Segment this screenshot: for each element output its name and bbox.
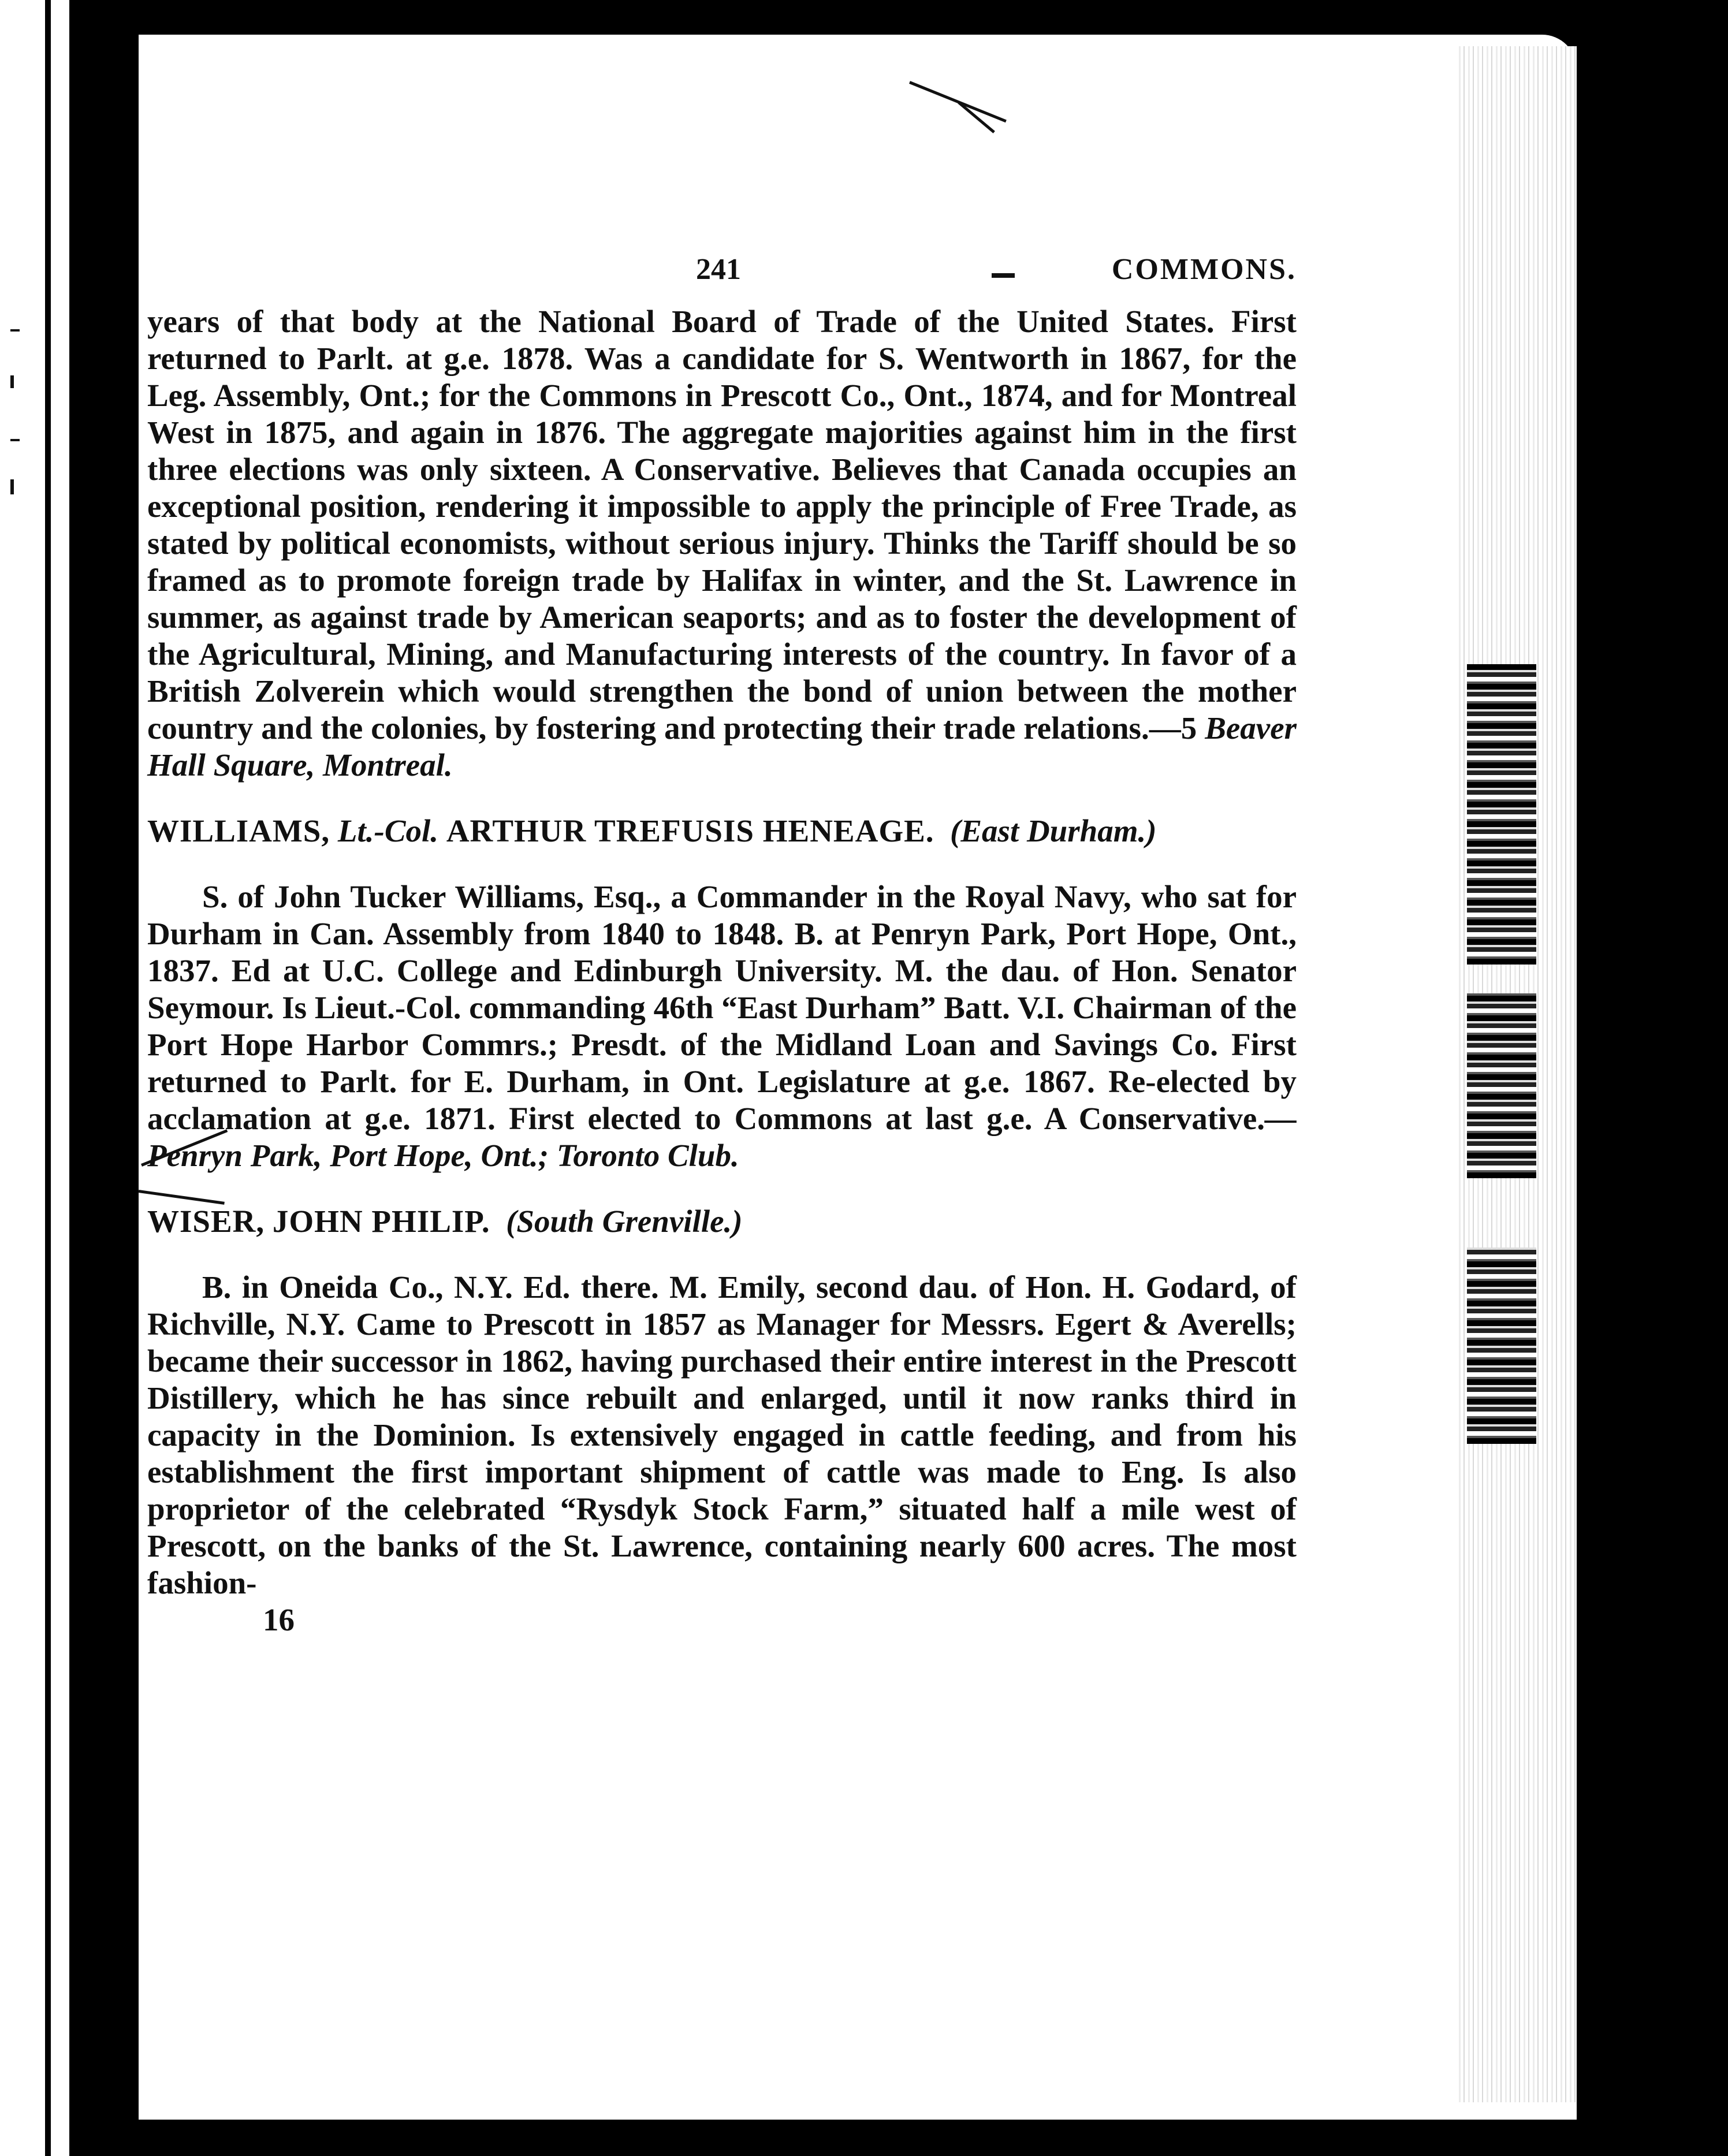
entry-constituency: (South Grenville.) [506, 1204, 743, 1239]
entry-surname: WILLIAMS, [147, 813, 330, 848]
continuation-address: Beaver Hall Square, Montreal. [147, 710, 1297, 783]
continuation-address-prefix: —5 [1149, 710, 1205, 746]
fore-edge-shadow [1467, 664, 1536, 965]
page-text [147, 251, 1297, 1639]
entry-surname: WISER, [147, 1204, 265, 1239]
margin-mark [10, 479, 14, 494]
entry-body: S. of John Tucker Williams, Esq., a Commander in the Royal Navy, who sat for Durham in Can. Assembly from 1840 to 1848. B. at Penryn Park, Port Hope, Ont., 1837. Ed at U.C. College and Edinburgh University. M. the dau. of Hon. Senator Seymour. Is Lieut.-Col. commanding 46th “East Durham” Batt. V.I. Chairman of the Port Hope Harbor Commrs.; Presdt. of the Midland Loan and Savings Co. First returned to Parlt. for E. Durham, in Ont. Legislature at g.e. 1867. Re-elected by acclamation at g.e. 1871. First elected to Commons at last g.e. A Conservative. [147, 879, 1297, 1136]
section-title: COMMONS. [1111, 253, 1297, 286]
binding-edge [45, 0, 51, 2156]
entry-heading-wiser [147, 1203, 1297, 1240]
entry-given-names: ARTHUR TREFUSIS HENEAGE. [446, 813, 934, 848]
left-margin-strip [0, 0, 69, 2156]
page-number: 241 [696, 253, 741, 286]
entry-constituency: (East Durham.) [950, 813, 1157, 848]
running-head-dash [992, 273, 1015, 278]
entry-given-names: JOHN PHILIP. [272, 1204, 490, 1239]
fore-edge-shadow [1467, 1248, 1536, 1444]
continuation-paragraph [147, 303, 1297, 784]
entry-body-wiser [147, 1269, 1297, 1602]
margin-mark [10, 329, 20, 332]
margin-mark [10, 375, 14, 388]
continuation-body: years of that body at the National Board of Trade of the United States. First returned to Parlt. at g.e. 1878. Was a candidate for S. Wentworth in 1867, for the Leg. Assembly, Ont.; for the Commons in Prescott Co., Ont., 1874, and for Montreal West in 1875, and again in 1876. The aggregate majorities against him in the first three elections was only sixteen. A Conservative. Believes that Canada occupies an exceptional position, rendering it impossible to apply the principle of Free Trade, as stated by political economists, without serious injury. Thinks the Tariff should be so framed as to promote foreign trade by Halifax in winter, and the St. Lawrence in summer, as against trade by American seaports; and as to foster the development of the Agricultural, Mining, and Manufacturing interests of the country. In favor of a British Zolverein which would strengthen the bond of union between the mother country and the colonies, by fostering and protecting their trade relations. [147, 304, 1297, 746]
entry-address: —Penryn Park, Port Hope, Ont.; Toronto Club. [147, 1101, 1297, 1173]
signature-mark: 16 [263, 1602, 295, 1637]
running-head [147, 251, 1297, 303]
entry-rank: Lt.-Col. [337, 813, 439, 848]
fore-edge-shadow [1467, 993, 1536, 1178]
entry-body: B. in Oneida Co., N.Y. Ed. there. M. Emily, second dau. of Hon. H. Godard, of Richville, N.Y. Came to Prescott in 1857 as Manager for Messrs. Egert & Averells; became their successor in 1862, having purchased their entire interest in the Prescott Distillery, which he has since rebuilt and enlarged, until it now ranks third in capacity in the Dominion. Is extensively engaged in cattle feeding, and from his establishment the first important shipment of cattle was made to Eng. Is also proprietor of the celebrated “Rysdyk Stock Farm,” situated half a mile west of Prescott, on the banks of the St. Lawrence, containing nearly 600 acres. The most fashion- [147, 1269, 1297, 1600]
entry-body-williams [147, 878, 1297, 1174]
margin-mark [10, 439, 20, 441]
entry-heading-williams [147, 813, 1297, 850]
